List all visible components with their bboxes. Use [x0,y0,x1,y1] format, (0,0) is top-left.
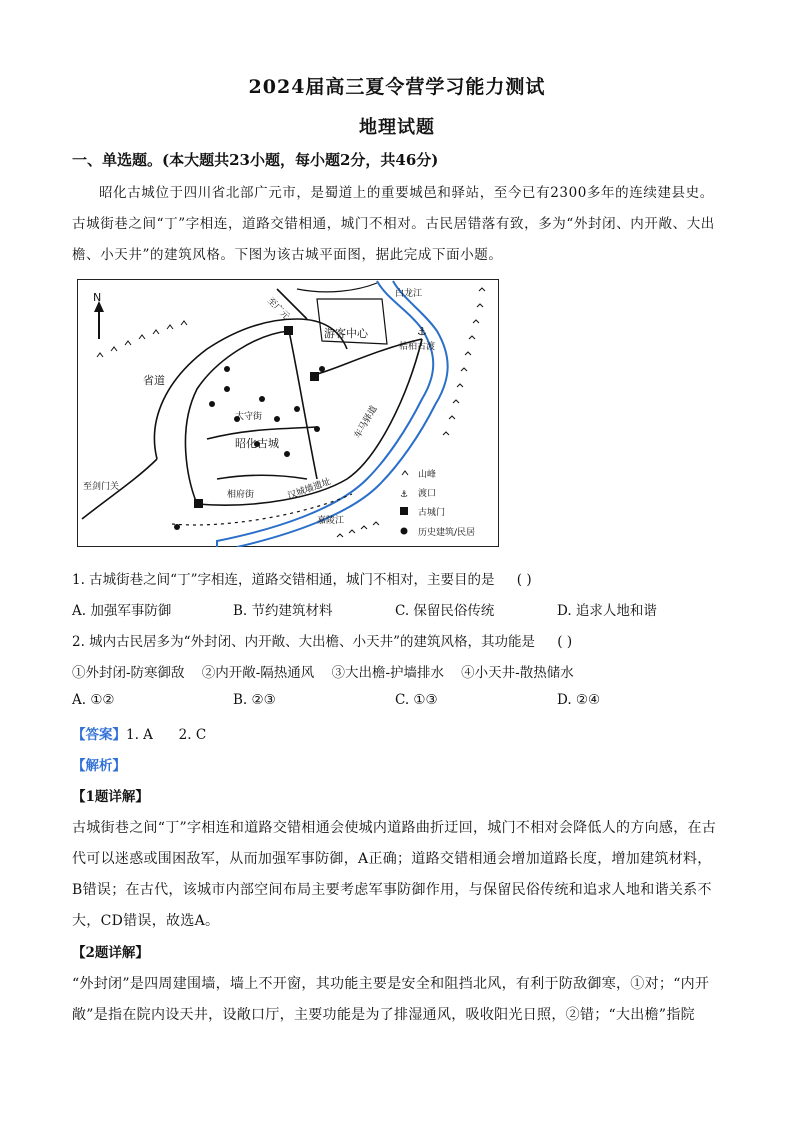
anchor-icon: ⚓ [417,325,427,338]
answer-value: 1. A 2. C [126,727,207,743]
map-label-old-town: 昭化古城 [235,437,279,450]
building-legend-icon [401,528,408,535]
question-1-stem [72,568,532,588]
map-label-to-guangyuan: 至广元 [264,296,292,323]
q2-option-d: D. ②④ [557,692,601,708]
analysis-label: 【解析】 [72,758,126,774]
answer-line [72,723,206,743]
map-label-bailongjiang: 白龙江 [395,289,423,299]
map-label-xiangfu-street: 相府街 [227,490,255,500]
legend-gate: 古城门 [418,508,446,518]
intro-paragraph: 昭化古城位于四川省北部广元市，是蜀道上的重要城邑和驿站，至今已有2300多年的连续建县史。古城街巷之间“丁”字相连，道路交错相通，城门不相对。古民居错落有致，多为“外封闭、内开敞、大出檐、小天井”的建筑风格。下图为该古城平面图，据此完成下面小题。 [72,185,715,263]
legend-ferry: 渡口 [418,489,437,499]
map-label-tourist-center: 游客中心 [324,327,368,340]
page-subtitle: 地理试题 [359,117,435,138]
gate-legend-icon [400,507,408,515]
map-label-provincial-road: 省道 [143,374,165,387]
detail-1-text: 古城街巷之间“丁”字相连和道路交错相通会使城内道路曲折迂回，城门不相对会降低人的方向感，在古代可以迷惑或围困敌军，从而加强军事防御，A正确；道路交错相通会增加道路长度，增加建筑材料，B错误；在古代，该城市内部空间布局主要考虑军事防御作用，与保留民俗传统和追求人地和谐关系不大，CD错误，故选A。 [72,820,717,929]
q1-option-d: D. 追求人地和谐 [557,603,657,619]
ferry-legend-icon: ⚓ [400,490,409,500]
analysis-line [72,754,126,774]
page-title: 2024届高三夏令营学习能力测试 [248,76,546,98]
legend-building: 历史建筑/民居 [418,528,476,538]
q2-option-b: B. ②③ [233,692,276,708]
legend-peak: 山峰 [418,470,437,480]
q1-option-c: C. 保留民俗传统 [395,603,495,619]
map-label-han-wall: 汉城墙遗址 [286,477,333,502]
town-map [77,279,499,547]
map-label-jialingjiang: 嘉陵江 [317,516,345,526]
q2-option-a: A. ①② [72,692,115,708]
map-label-ferry: 桔柏古渡 [399,342,436,352]
question-2-stem [72,630,572,650]
question-2-paren: ( ) [557,634,573,650]
q1-option-b: B. 节约建筑材料 [233,603,333,619]
q2-statements: ①外封闭-防寒御敌 ②内开敞-隔热通风 ③大出檐-护墙排水 ④小天井-散热储水 [72,665,574,681]
detail-2-text: “外封闭”是四周建围墙，墙上不开窗，其功能主要是安全和阻挡北风，有利于防敌御寒，①对；“内开敞”是指在院内设天井，设敞口厅，主要功能是为了排湿通风，吸收阳光日照，②错；“大出檐”指院 [72,976,710,1023]
north-label: N [93,291,102,304]
question-2-text: 2. 城内古民居多为“外封闭、内开敞、大出檐、小天井”的建筑风格，其功能是 [72,634,535,650]
town-map-figure [77,279,499,547]
answer-label: 【答案】 [72,727,126,743]
question-1-paren: ( ) [516,572,532,588]
map-label-to-jianmen: 至剑门关 [83,482,120,492]
section-heading: 一、单选题。(本大题共23小题，每小题2分，共46分) [72,151,439,169]
detail-1-label: 【1题详解】 [72,789,149,805]
q2-option-c: C. ①③ [395,692,438,708]
question-1-text: 1. 古城街巷之间“丁”字相连，道路交错相通，城门不相对，主要目的是 [72,572,495,588]
detail-2-label: 【2题详解】 [72,945,149,961]
map-label-taishou-street: 太守街 [235,412,263,422]
q1-option-a: A. 加强军事防御 [72,603,172,619]
map-label-post-road: 车马驿道 [352,404,380,441]
